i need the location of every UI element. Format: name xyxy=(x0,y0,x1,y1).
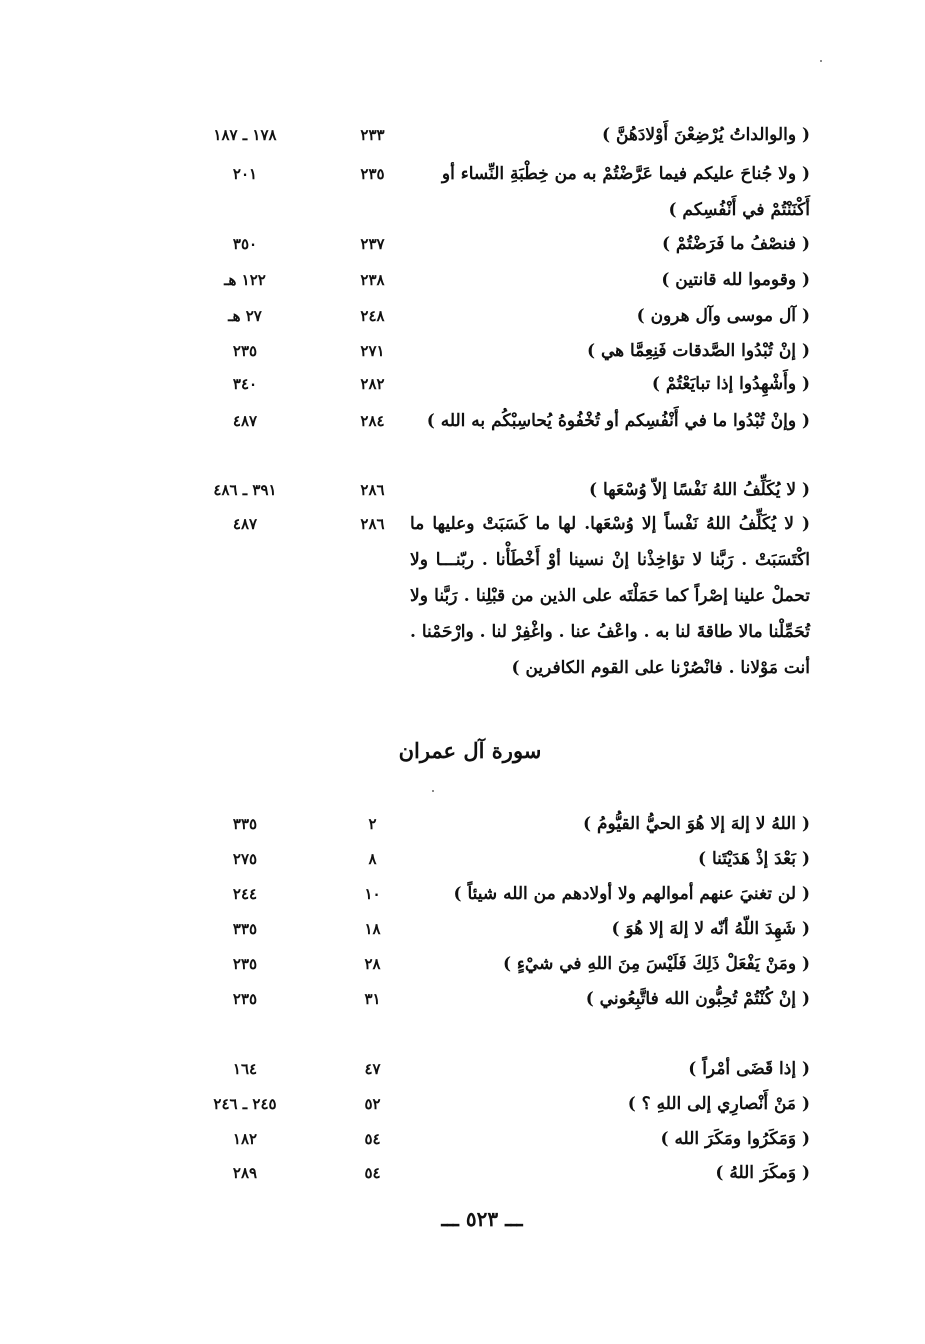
page-reference: ٣٣٥ xyxy=(232,920,258,938)
verse-text: ( لا يُكَلِّفُ اللهُ نَفْسًا إلاّ وُسْعَها ) xyxy=(589,480,810,500)
ayah-number: ٢٤٨ xyxy=(360,307,385,325)
page-reference: ٣٥٠ xyxy=(232,235,258,253)
page-number: ـــ ٥٢٣ ـــ xyxy=(441,1207,523,1231)
page-reference: ٢٤٥ ـ ٢٤٦ xyxy=(213,1095,277,1113)
verse-text: ( وقوموا لله قانتين ) xyxy=(661,270,810,290)
ayah-number: ٢٧١ xyxy=(360,342,385,360)
page-reference: ٢٨٩ xyxy=(232,1164,258,1182)
page-reference: ١٧٨ ـ ١٨٧ xyxy=(213,126,277,144)
verse-text: ( آل موسى وآل هرون ) xyxy=(636,306,810,326)
verse-text: ( إنْ تُبْدُوا الصَّدقات فَنِعِمَّا هي ) xyxy=(586,341,810,361)
verse-text: ( لا يُكَلِّفُ اللهُ نَفْساً إلا وُسْعَها. لها ما كَسَبَتْ وعليها ما اكْتَسَبَتْ . رَبَّنا لا تؤاخِذْنا إنْ نسينا أوْ أَخْطَأْنا . ربّنـــا ولا تحملْ علينا إصْراً كما حَمَلْتَه على الذين من قبْلِنا . رَبَّنا ولا تُحَمِّلْنا مالا طاقةَ لنا به . واعْفُ عنا . واغْفِرْ لنا . وارْحَمْنا . أنت مَوْلانا . فانْصُرْنا على القوم الكافرين ) xyxy=(410,514,810,678)
page-reference: ٣٣٥ xyxy=(232,815,258,833)
verse-text: ( ومَنْ يَفْعَلْ ذَلِكَ فَلَيْسَ مِنَ اللهِ في شيْءٍ ) xyxy=(502,954,810,974)
page-reference: ٢٧ هـ xyxy=(228,307,262,325)
verse-text: ( إذا قَضَى أمْراً ) xyxy=(688,1059,810,1079)
ayah-number: ٥٢ xyxy=(364,1095,381,1113)
ayah-number: ٨ xyxy=(368,850,377,868)
verse-text: ( والوالداتُ يُرْضِعْنَ أَوْلادَهُنَّ ) xyxy=(601,125,810,145)
ayah-number: ٣١ xyxy=(364,990,381,1008)
page-reference: ٤٨٧ xyxy=(232,412,258,430)
ayah-number: ٥٤ xyxy=(364,1164,381,1182)
page-reference: ٤٨٧ xyxy=(232,515,258,533)
ayah-number: ٢٣٧ xyxy=(360,235,385,253)
print-speck xyxy=(820,60,822,62)
ayah-number: ٢٣٥ xyxy=(360,165,385,183)
verse-text: ( فنصْفُ ما فَرَضْتُمْ ) xyxy=(661,234,810,254)
ayah-number: ٢٨٦ xyxy=(360,515,385,533)
verse-text: ( بَعْدَ إذْ هَدَيْتَنا ) xyxy=(698,849,810,869)
ayah-number: ٢٨٤ xyxy=(360,412,385,430)
ayah-number: ٢٣٣ xyxy=(360,126,385,144)
verse-text: ( لن تغنيَ عنهم أموالهم ولا أولادهم من الله شيئاً ) xyxy=(453,884,810,904)
verse-text: ( ولا جُناحَ عليكم فيما عَرَّضْتُمْ به من خِطْبَةِ النِّساء أو أَكْنَنْتُمْ في أَنْفُسِكم ) xyxy=(441,164,810,220)
ayah-number: ٢٨٢ xyxy=(360,375,385,393)
verse-text: ( إنْ كُنْتُمْ تُحِبُّون الله فاتَّبِعُوني ) xyxy=(585,989,810,1009)
ayah-number: ٢٨٦ xyxy=(360,481,385,499)
ayah-number: ٥٤ xyxy=(364,1130,381,1148)
verse-text: ( اللهُ لا إلهَ إلا هُوَ الحيُّ القيُّومُ ) xyxy=(583,814,810,834)
page-reference: ٣٩١ ـ ٤٨٦ xyxy=(213,481,277,499)
page-reference: ٢٣٥ xyxy=(232,990,258,1008)
verse-text: ( وإنْ تُبْدُوا ما في أَنْفُسِكم أو تُخْفُوهُ يُحاسِبْكُم به الله ) xyxy=(426,411,810,431)
verse-text: ( وَمكَرَ اللهُ ) xyxy=(715,1163,810,1183)
verse-text: ( وَمَكَرُوا ومَكَرَ الله ) xyxy=(660,1129,810,1149)
verse-text: ( مَنْ أَنْصارِي إلى اللهِ ؟ ) xyxy=(627,1094,810,1114)
print-speck xyxy=(432,790,434,792)
surah-heading: سورة آل عمران xyxy=(398,738,542,763)
page-reference: ٢٤٤ xyxy=(232,885,258,903)
page-reference: ٣٤٠ xyxy=(232,375,258,393)
verse-text: ( وأَشْهِدُوا إذا تبايَعْتُمْ ) xyxy=(651,374,810,394)
verse-text: ( شَهِدَ اللّهُ أنّه لا إلهَ إلا هُوَ ) xyxy=(611,919,810,939)
page-reference: ١٦٤ xyxy=(232,1060,258,1078)
ayah-number: ٢ xyxy=(368,815,377,833)
ayah-number: ٢٨ xyxy=(364,955,381,973)
ayah-number: ٢٣٨ xyxy=(360,271,385,289)
page-reference: ٢٧٥ xyxy=(232,850,258,868)
page-reference: ١٢٢ هـ xyxy=(224,271,266,289)
page-reference: ٢٣٥ xyxy=(232,955,258,973)
ayah-number: ٤٧ xyxy=(364,1060,381,1078)
page-reference: ١٨٢ xyxy=(232,1130,258,1148)
page-reference: ٢٠١ xyxy=(232,165,258,183)
page-reference: ٢٣٥ xyxy=(232,342,258,360)
ayah-number: ١٨ xyxy=(364,920,381,938)
ayah-number: ١٠ xyxy=(364,885,381,903)
